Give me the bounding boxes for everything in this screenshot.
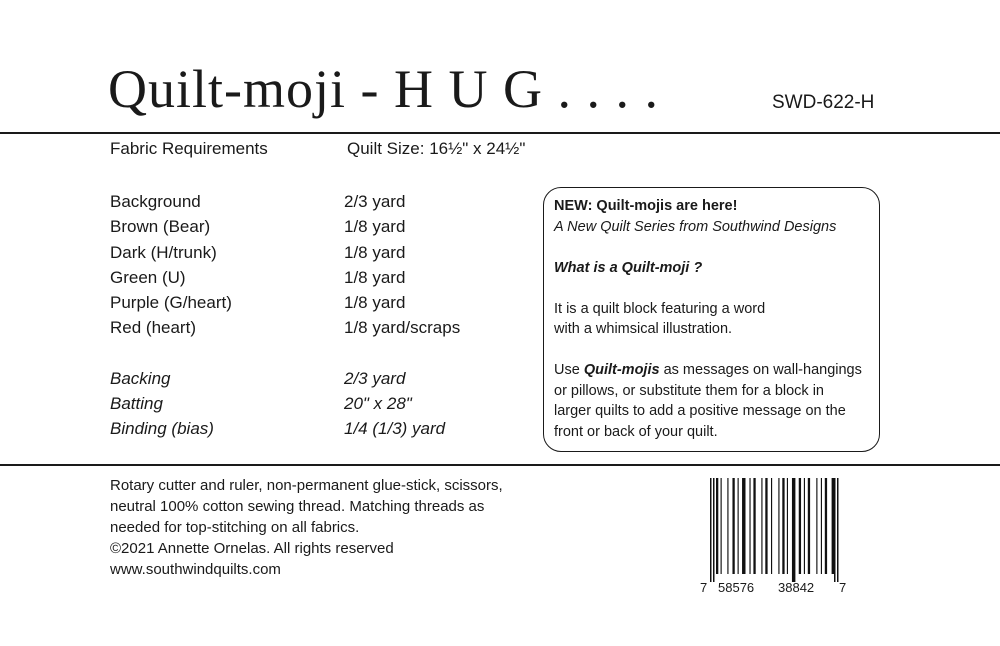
barcode-bar (792, 478, 795, 582)
barcode-bar (804, 478, 805, 574)
barcode-bar (837, 478, 839, 582)
notes-block (110, 475, 503, 580)
info-question: What is a Quilt-moji ? (554, 259, 703, 276)
barcode-left-digit: 7 (700, 580, 708, 595)
barcode-bar (721, 478, 722, 574)
extra-amount: 2/3 yard (344, 368, 406, 388)
barcode-group-2: 38842 (778, 580, 815, 595)
fabric-name: Dark (H/trunk) (110, 242, 217, 262)
fabric-amount: 1/8 yard/scraps (344, 318, 461, 338)
barcode-bar (787, 478, 788, 574)
extra-row (110, 366, 510, 391)
barcode-bar (799, 478, 801, 574)
barcode-bar (834, 478, 836, 582)
fabric-amount: 1/8 yard (344, 293, 406, 313)
barcode-bar (816, 478, 817, 574)
fabric-amount: 2/3 yard (344, 192, 406, 211)
quilt-size: Quilt Size: 16½" x 24½" (347, 139, 526, 158)
barcode-bar (808, 478, 810, 574)
fabric-amount: 1/8 yard (344, 217, 406, 237)
info-headline: NEW: Quilt-mojis are here! (554, 198, 738, 214)
extra-row (110, 391, 510, 416)
info-paragraph-line (554, 360, 869, 381)
barcode-group-1: 58576 (718, 580, 755, 595)
fabric-row (110, 240, 510, 265)
page-title: Quilt-moji - H U G . . . . (108, 59, 659, 119)
fabric-name: Green (U) (110, 267, 186, 287)
info-paragraph-line: It is a quilt block featuring a word (554, 300, 766, 317)
barcode-bar (713, 478, 715, 582)
fabric-row (110, 214, 510, 239)
spacer (554, 237, 869, 258)
barcode-right-digit: 7 (839, 580, 847, 595)
barcode-bar (753, 478, 755, 574)
info-paragraph-line: larger quilts to add a positive message on the (554, 403, 846, 419)
fabric-name: Brown (Bear) (110, 217, 211, 237)
info-subhead: A New Quilt Series from Southwind Designs (554, 218, 837, 235)
fabric-row (110, 189, 510, 214)
barcode-bar (749, 478, 750, 574)
barcode-bar (727, 478, 728, 574)
fabric-row (110, 315, 510, 340)
extra-name: Backing (110, 368, 171, 388)
fabric-list (110, 189, 510, 442)
info-paragraph-line: with a whimsical illustration. (554, 321, 733, 337)
extra-amount: 20" x 28" (344, 394, 412, 414)
barcode (698, 476, 850, 598)
fabric-row (110, 290, 510, 315)
barcode-bar (825, 478, 827, 574)
fabric-name: Red (heart) (110, 318, 196, 338)
spacer (110, 341, 510, 366)
notes-line: Rotary cutter and ruler, non-permanent glue-stick, scissors, (110, 477, 503, 494)
pattern-code: SWD-622-H (772, 92, 875, 113)
notes-line: neutral 100% cotton sewing thread. Matching threads as (110, 498, 485, 515)
info-emphasis: Quilt-mojis (583, 362, 660, 378)
spacer (554, 340, 869, 361)
info-paragraph-line: front or back of your quilt. (554, 423, 718, 440)
copyright: ©2021 Annette Ornelas. All rights reserved (110, 540, 394, 557)
barcode-bars (710, 478, 839, 582)
quilt-moji-info-box (543, 187, 880, 452)
info-text: Use (554, 362, 584, 378)
barcode-bar (765, 478, 767, 574)
top-divider (0, 132, 1000, 134)
barcode-bar (761, 478, 762, 574)
fabric-requirements-heading: Fabric Requirements (110, 139, 268, 158)
barcode-bar (782, 478, 784, 574)
extra-row (110, 416, 510, 441)
fabric-name: Background (110, 192, 201, 211)
barcode-bar (821, 478, 822, 574)
fabric-amount: 1/8 yard (344, 242, 406, 262)
barcode-bar (778, 478, 779, 574)
fabric-row (110, 265, 510, 290)
notes-line: needed for top-stitching on all fabrics. (110, 519, 360, 536)
barcode-bar (738, 478, 739, 574)
extra-name: Binding (bias) (110, 419, 214, 439)
spacer (554, 278, 869, 299)
barcode-bar (716, 478, 718, 574)
barcode-bar (732, 478, 734, 574)
barcode-bar (710, 478, 712, 582)
fabric-name: Purple (G/heart) (110, 293, 232, 313)
info-text: as messages on wall-hangings (659, 362, 862, 378)
barcode-bar (771, 478, 772, 574)
fabric-amount: 1/8 yard (344, 267, 406, 287)
extra-name: Batting (110, 394, 163, 414)
middle-divider (0, 464, 1000, 466)
website: www.southwindquilts.com (110, 561, 281, 578)
info-paragraph-line: or pillows, or substitute them for a block in (554, 382, 824, 399)
extra-amount: 1/4 (1/3) yard (344, 419, 446, 439)
barcode-bar (742, 478, 745, 574)
